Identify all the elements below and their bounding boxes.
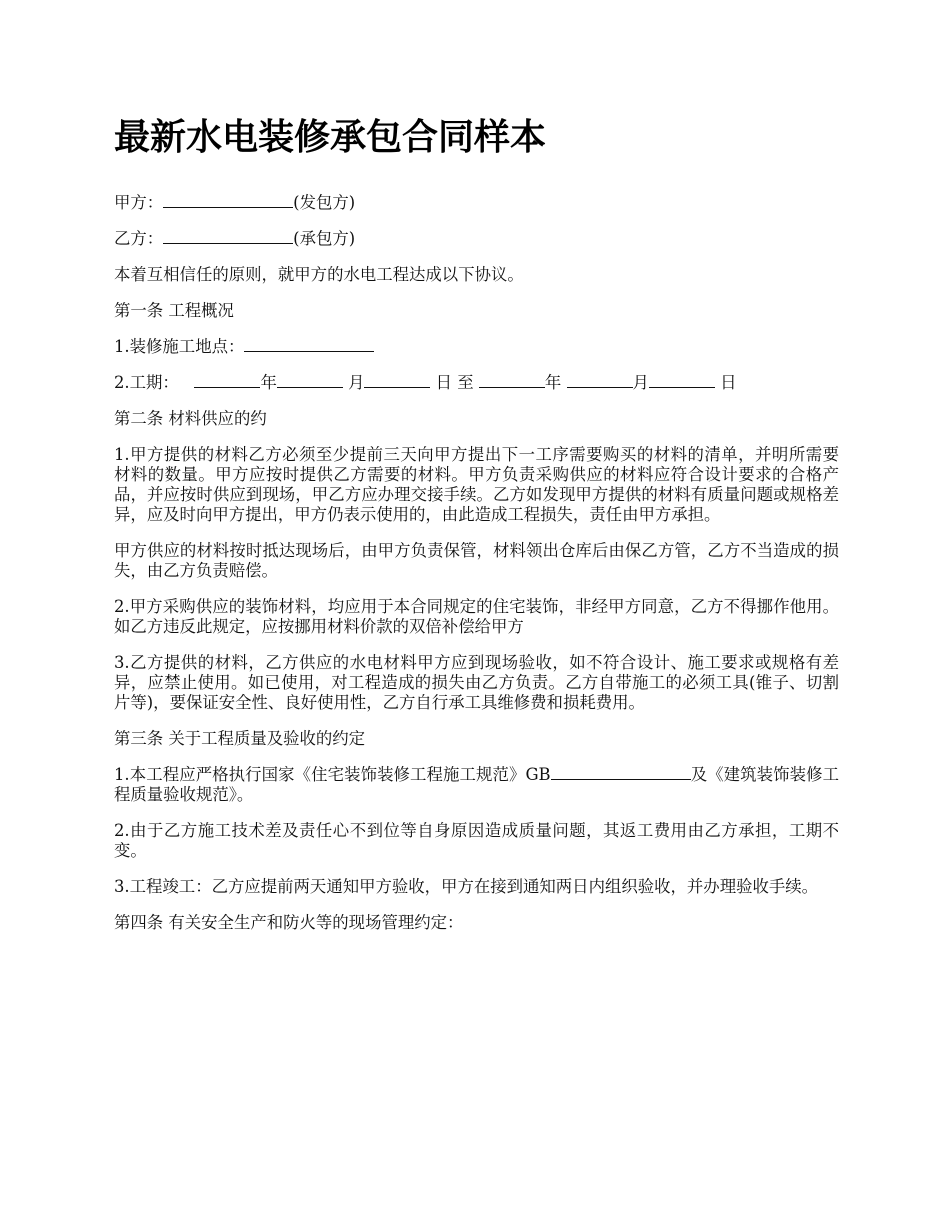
party-a-role: (发包方) (293, 193, 356, 212)
start-year-unit: 年 (260, 373, 277, 392)
article1-item1 (114, 337, 839, 357)
intro-paragraph: 本着互相信任的原则，就甲方的水电工程达成以下协议。 (114, 265, 524, 284)
article2-paragraph-4: 3.乙方提供的材料，乙方供应的水电材料甲方应到现场验收，如不符合设计、施工要求或规格有差异，应禁止使用。如已使用，对工程造成的损失由乙方负责。乙方自带施工的必须工具(锥子、切割片等)，要保证安全性、良好使用性，乙方自行承工具维修费和损耗费用。 (114, 653, 839, 712)
article2-paragraph-2: 甲方供应的材料按时抵达现场后，由甲方负责保管，材料领出仓库后由保乙方管，乙方不当造成的损失，由乙方负责赔偿。 (114, 541, 839, 580)
end-year-unit: 年 (544, 373, 562, 392)
article3-paragraph-2: 2.由于乙方施工技术差及责任心不到位等自身原因造成质量问题，其返工费用由乙方承担，工期不变。 (114, 821, 839, 860)
site-blank (244, 337, 374, 352)
article2-paragraph-1: 1.甲方提供的材料乙方必须至少提前三天向甲方提出下一工序需要购买的材料的清单，并明所需要 材料的数量。甲方应按时提供乙方需要的材料。甲方负责采购供应的材料应符合设计要求的合格产品，并应按时供应到现场，甲乙方应办理交接手续。乙方如发现甲方提供的材料有质量问题或规格差异，应及时向甲方提出，甲方仍表示使用的，由此造成工程损失，责任由甲方承担。 (114, 445, 839, 524)
start-month-unit: 月 (348, 373, 365, 392)
article2-paragraph-3: 2.甲方采购供应的装饰材料，均应用于本合同规定的住宅装饰，非经甲方同意，乙方不得挪作他用。如乙方违反此规定，应按挪用材料价款的双倍补偿给甲方 (114, 597, 839, 636)
contract-document (114, 112, 839, 949)
end-year-blank (479, 373, 545, 388)
party-b-label: 乙方： (114, 229, 164, 248)
article4-heading: 第四条 有关安全生产和防火等的现场管理约定： (114, 913, 464, 932)
standard-text-end: 及《建筑装饰装修工程质量验收规范》。 (114, 765, 840, 804)
article1-item2 (114, 373, 839, 393)
article3-paragraph-3: 3.工程竣工：乙方应提前两天通知甲方验收，甲方在接到通知两日内组织验收，并办理验收手续。 (114, 877, 819, 896)
start-day-unit: 日 (435, 373, 453, 392)
article2-heading: 第二条 材料供应的约 (114, 409, 267, 428)
start-day-blank (364, 373, 430, 388)
party-b-blank (163, 229, 293, 244)
standard-text-start: 1.本工程应严格执行国家《住宅装饰装修工程施工规范》GB (114, 765, 551, 784)
party-b-line (114, 229, 839, 249)
site-label: 1.装修施工地点： (114, 337, 245, 356)
end-day-unit: 日 (720, 373, 737, 392)
article3-paragraph-1 (114, 765, 839, 805)
party-a-blank (163, 193, 293, 208)
standard-number-blank (551, 765, 691, 780)
end-day-blank (649, 373, 715, 388)
article3-heading: 第三条 关于工程质量及验收的约定 (114, 729, 366, 748)
end-month-unit: 月 (632, 373, 649, 392)
start-year-blank (194, 373, 260, 388)
article1-heading: 第一条 工程概况 (114, 301, 234, 320)
start-month-blank (277, 373, 343, 388)
document-title: 最新水电装修承包合同样本 (114, 117, 547, 158)
party-b-role: (承包方) (293, 229, 356, 248)
period-label: 2.工期： (114, 373, 179, 392)
period-to: 至 (457, 373, 474, 392)
party-a-line (114, 193, 839, 213)
party-a-label: 甲方： (114, 193, 164, 212)
end-month-blank (567, 373, 633, 388)
